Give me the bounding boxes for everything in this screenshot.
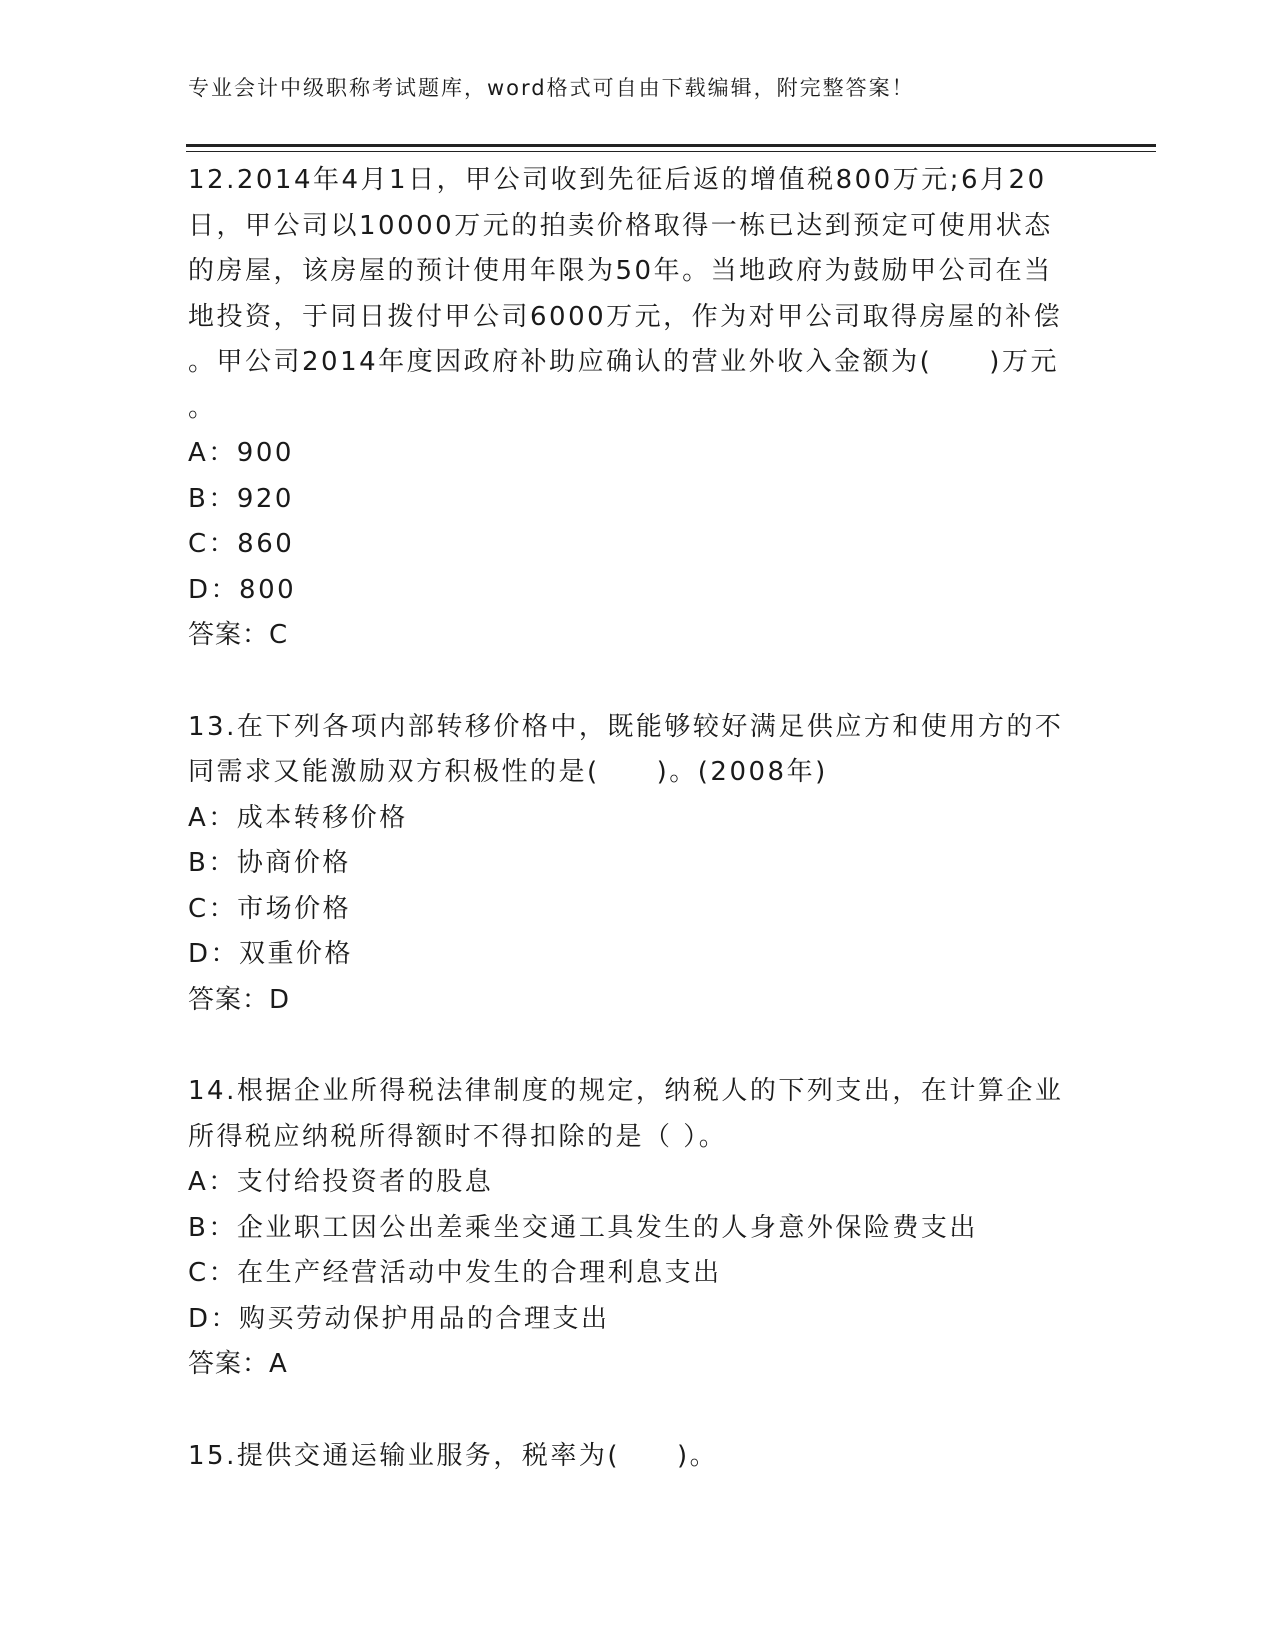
option-d: D：购买劳动保护用品的合理支出 [188, 1303, 610, 1334]
question-list [188, 158, 1088, 1479]
question-12 [188, 158, 1088, 659]
question-14 [188, 1069, 1088, 1388]
answer-label: 答案：C [188, 620, 289, 650]
question-text-line: 14.根据企业所得税法律制度的规定，纳税人的下列支出，在计算企业 [188, 1076, 1064, 1106]
page-header: 专业会计中级职称考试题库，word格式可自由下载编辑，附完整答案！ [188, 76, 915, 100]
question-text-line: 日，甲公司以10000万元的拍卖价格取得一栋已达到预定可使用状态 [188, 210, 1053, 241]
option-d: D：800 [188, 574, 297, 605]
header-rule [186, 144, 1156, 147]
option-d: D：双重价格 [188, 939, 354, 969]
question-text-line: 同需求又能激励双方积极性的是( )。(2008年) [188, 757, 828, 787]
option-b: B：920 [188, 483, 294, 514]
question-text-line: 所得税应纳税所得额时不得扣除的是（ ）。 [188, 1121, 728, 1152]
option-b: B：企业职工因公出差乘坐交通工具发生的人身意外保险费支出 [188, 1212, 978, 1243]
question-text-line: 地投资，于同日拨付甲公司6000万元，作为对甲公司取得房屋的补偿 [188, 301, 1063, 332]
option-a: A：900 [188, 438, 294, 468]
option-a: A：成本转移价格 [188, 802, 408, 833]
question-text-line: 。甲公司2014年度因政府补助应确认的营业外收入金额为( )万元 [188, 347, 1059, 377]
question-text-line: 13.在下列各项内部转移价格中，既能够较好满足供应方和使用方的不 [188, 711, 1064, 742]
option-b: B：协商价格 [188, 848, 351, 878]
option-c: C：市场价格 [188, 893, 352, 924]
option-c: C：860 [188, 529, 295, 559]
question-13 [188, 705, 1088, 1024]
answer-label: 答案：A [188, 1349, 288, 1379]
question-text-line: 。 [188, 392, 217, 423]
question-text-line: 15.提供交通运输业服务，税率为( )。 [188, 1440, 719, 1471]
header-rule-thin [186, 151, 1156, 152]
question-text-line: 12.2014年4月1日，甲公司收到先征后返的增值税800万元;6月20 [188, 165, 1047, 195]
question-text-line: 的房屋，该房屋的预计使用年限为50年。当地政府为鼓励甲公司在当 [188, 256, 1053, 286]
answer-label: 答案：D [188, 984, 291, 1015]
question-15 [188, 1434, 1088, 1480]
option-c: C：在生产经营活动中发生的合理利息支出 [188, 1258, 722, 1288]
option-a: A：支付给投资者的股息 [188, 1167, 494, 1197]
